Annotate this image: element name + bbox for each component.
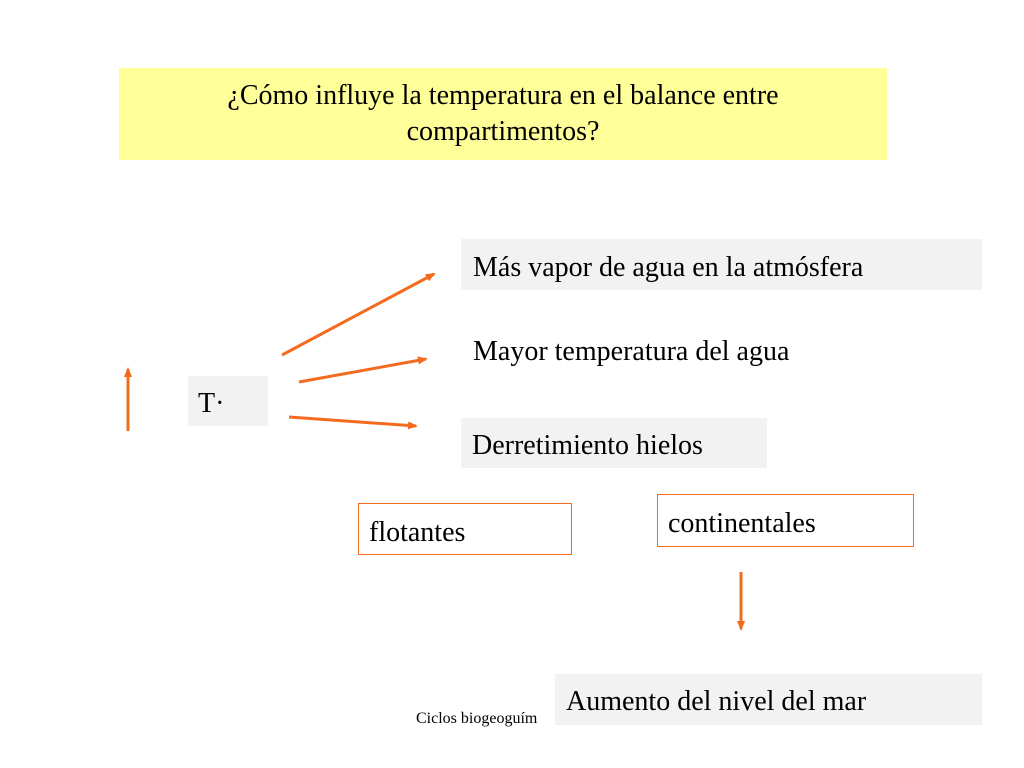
temperature-label: T· — [198, 388, 225, 419]
arrow-to-water-temp — [299, 359, 426, 382]
arrow-to-ice-melt — [289, 417, 416, 426]
footer-text: Ciclos biogeoguím — [416, 710, 538, 727]
temperature-box — [188, 376, 268, 426]
title-line-1: ¿Cómo influye la temperatura en el balance entre — [227, 80, 779, 111]
water-temp-label: Mayor temperatura del agua — [473, 336, 790, 367]
floating-ice-label: flotantes — [369, 517, 466, 548]
ice-melt-box — [461, 418, 767, 468]
continental-ice-label: continentales — [668, 508, 816, 539]
ice-melt-label: Derretimiento hielos — [472, 430, 703, 461]
arrow-to-vapor — [282, 274, 434, 355]
floating-ice-box — [358, 503, 572, 555]
vapor-label: Más vapor de agua en la atmósfera — [473, 252, 864, 283]
sea-level-box — [555, 674, 982, 725]
sea-level-label: Aumento del nivel del mar — [566, 686, 867, 717]
title-line-2: compartimentos? — [406, 116, 600, 147]
continental-ice-box — [657, 494, 914, 547]
vapor-box — [461, 239, 982, 290]
